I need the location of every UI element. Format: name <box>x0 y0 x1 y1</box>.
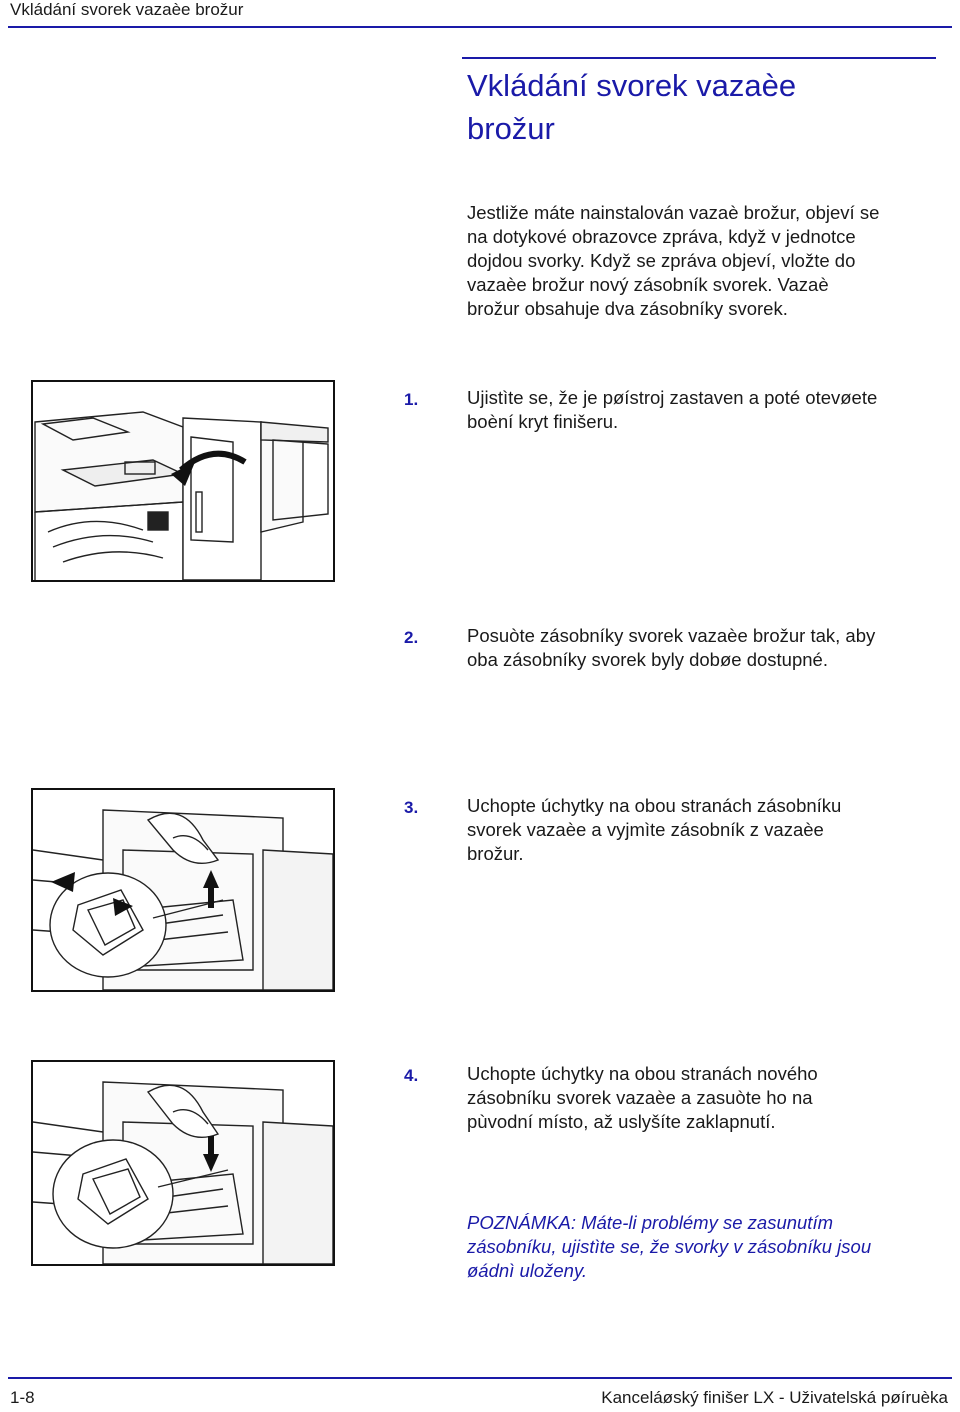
step-line: svorek vazaèe a vyjmìte zásobník z vazaèe <box>467 819 824 840</box>
running-header: Vkládání svorek vazaèe brožur <box>10 0 244 19</box>
title-rule <box>462 57 936 59</box>
step-3-number: 3. <box>404 798 419 817</box>
intro-line: brožur obsahuje dva zásobníky svorek. <box>467 298 788 319</box>
footer-rule <box>8 1377 952 1379</box>
finisher-open-cover-drawing <box>33 382 333 580</box>
intro-line: dojdou svorky. Když se zpráva objeví, vložte do <box>467 250 856 271</box>
step-line: zásobníku svorek vazaèe a zasuòte ho na <box>467 1087 813 1108</box>
step-line: pùvodní místo, až uslyšíte zaklapnutí. <box>467 1111 776 1132</box>
step-2-number: 2. <box>404 628 419 647</box>
page-title <box>467 64 927 150</box>
step-2-text <box>467 624 937 672</box>
step-line: oba zásobníky svorek byly dobøe dostupné. <box>467 649 828 670</box>
intro-line: Jestliže máte nainstalován vazaè brožur, objeví se <box>467 202 880 223</box>
step-3-illustration <box>31 788 335 992</box>
page-title-line-1: Vkládání svorek vazaèe <box>467 68 797 103</box>
step-line: Uchopte úchytky na obou stranách nového <box>467 1063 818 1084</box>
insert-staple-cartridge-drawing <box>33 1062 333 1264</box>
step-1-text <box>467 386 937 434</box>
intro-line: vazaèe brožur nový zásobník svorek. Vazaè <box>467 274 829 295</box>
step-line: Posuòte zásobníky svorek vazaèe brožur tak, aby <box>467 625 876 646</box>
intro-line: na dotykové obrazovce zpráva, když v jednotce <box>467 226 856 247</box>
page-number: 1-8 <box>10 1388 35 1407</box>
step-1-illustration <box>31 380 335 582</box>
step-line: boèní kryt finišeru. <box>467 411 619 432</box>
step-line: Ujistìte se, že je pøístroj zastaven a poté otevøete <box>467 387 878 408</box>
note-line: øádnì uloženy. <box>467 1260 587 1281</box>
page-title-line-2: brožur <box>467 111 555 146</box>
step-3-text <box>467 794 937 866</box>
step-line: brožur. <box>467 843 524 864</box>
step-4-illustration <box>31 1060 335 1266</box>
step-1-number: 1. <box>404 390 419 409</box>
step-line: Uchopte úchytky na obou stranách zásobníku <box>467 795 842 816</box>
step-4-text <box>467 1062 937 1134</box>
note-line: POZNÁMKA: Máte-li problémy se zasunutím <box>467 1212 833 1233</box>
document-title: Kanceláøský finišer LX - Uživatelská pøíruèka <box>601 1388 948 1407</box>
note-line: zásobníku, ujistìte se, že svorky v zásobníku jsou <box>467 1236 872 1257</box>
header-rule <box>8 26 952 28</box>
note-paragraph <box>467 1211 937 1283</box>
step-4-number: 4. <box>404 1066 419 1085</box>
intro-paragraph <box>467 201 937 321</box>
remove-staple-cartridge-drawing <box>33 790 333 990</box>
